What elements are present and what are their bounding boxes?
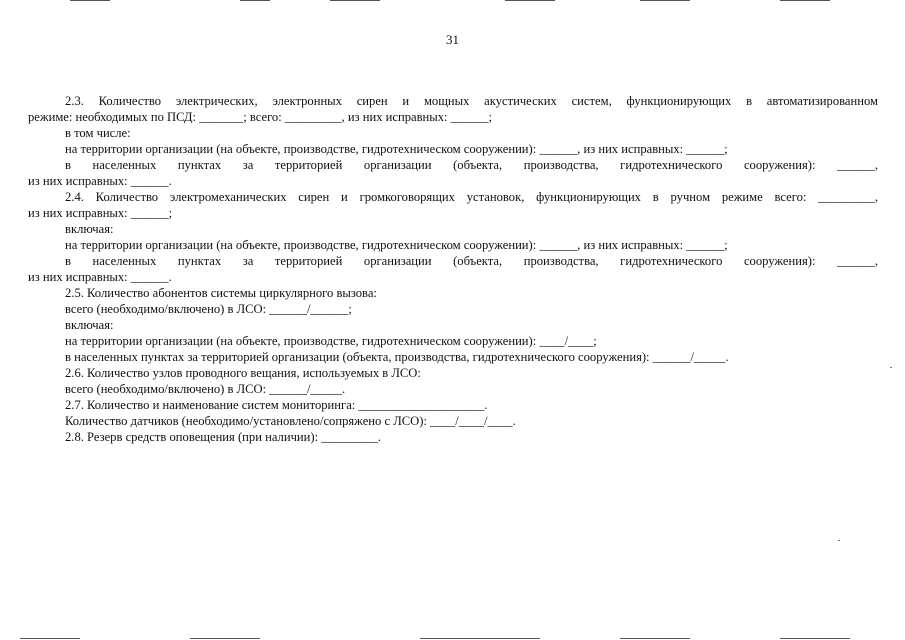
- section-2-4-line: из них исправных: ______.: [28, 270, 172, 284]
- section-2-3-heading: 2.3. Количество электрических, электронных сирен и мощных акустических систем, функционирующих в автоматизированном: [65, 94, 878, 108]
- scan-speck: [890, 367, 892, 368]
- scan-artifact: [420, 638, 540, 639]
- scan-artifact: [330, 0, 380, 1]
- section-2-5-line: всего (необходимо/включено) в ЛСО: ______/______;: [65, 302, 352, 316]
- scan-artifact: [640, 0, 690, 1]
- section-2-5-line: на территории организации (на объекте, производстве, гидротехническом сооружении): ____/____;: [65, 334, 597, 348]
- section-2-4-subheading: включая:: [65, 222, 114, 236]
- section-2-5-subheading: включая:: [65, 318, 114, 332]
- section-2-5-heading: 2.5. Количество абонентов системы циркулярного вызова:: [65, 286, 377, 300]
- scan-artifact: [620, 638, 690, 639]
- document-body: [28, 93, 878, 445]
- section-2-3-subheading: в том числе:: [65, 126, 131, 140]
- section-2-4-heading: 2.4. Количество электромеханических сирен и громкоговорящих установок, функционирующих в ручном режиме всего: _________,: [65, 190, 878, 204]
- scan-artifact: [70, 0, 110, 1]
- section-2-4-line: в населенных пунктах за территорией организации (объекта, производства, гидротехнического сооружения): ______,: [65, 254, 878, 268]
- page-number: 31: [446, 32, 459, 47]
- scan-artifact: [780, 638, 850, 639]
- scan-artifact: [505, 0, 555, 1]
- scan-speck: [838, 540, 840, 541]
- section-2-5-line: в населенных пунктах за территорией организации (объекта, производства, гидротехнического сооружения): ______/_____.: [65, 350, 729, 364]
- section-2-8-heading: 2.8. Резерв средств оповещения (при наличии): _________.: [65, 430, 382, 444]
- section-2-3-line: режиме: необходимых по ПСД: _______; всего: _________, из них исправных: ______;: [28, 110, 492, 124]
- section-2-4-line: на территории организации (на объекте, производстве, гидротехническом сооружении): ______, из них исправных: ______;: [65, 238, 728, 252]
- section-2-4-line: из них исправных: ______;: [28, 206, 173, 220]
- section-2-7-line: Количество датчиков (необходимо/установлено/сопряжено с ЛСО): ____/____/____.: [65, 414, 516, 428]
- scan-artifact: [240, 0, 270, 1]
- section-2-6-line: всего (необходимо/включено) в ЛСО: ______/_____.: [65, 382, 346, 396]
- section-2-3-line: из них исправных: ______.: [28, 174, 172, 188]
- scan-artifact: [20, 638, 80, 639]
- section-2-3-line: в населенных пунктах за территорией организации (объекта, производства, гидротехнического сооружения): ______,: [65, 158, 878, 172]
- scan-artifact: [190, 638, 260, 639]
- scan-artifact: [780, 0, 830, 1]
- section-2-3-line: на территории организации (на объекте, производстве, гидротехническом сооружении): ______, из них исправных: ______;: [65, 142, 728, 156]
- section-2-7-heading: 2.7. Количество и наименование систем мониторинга: ____________________.: [65, 398, 488, 412]
- section-2-6-heading: 2.6. Количество узлов проводного вещания, используемых в ЛСО:: [65, 366, 421, 380]
